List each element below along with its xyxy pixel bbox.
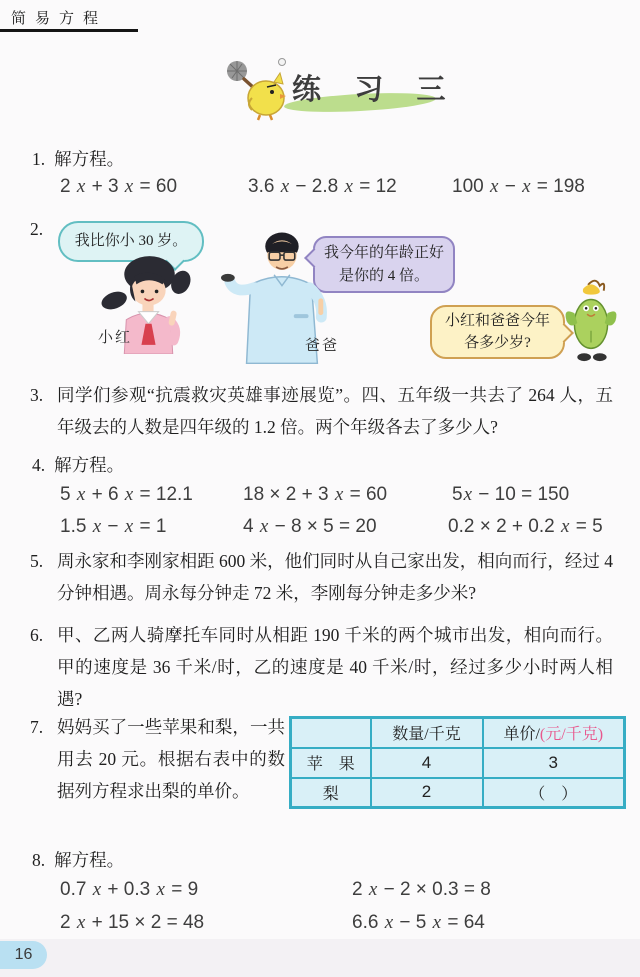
problem-text: 妈妈买了一些苹果和梨，一共用去 20 元。根据右表中的数据列方程求出梨的单价。 — [57, 717, 285, 802]
corn-mascot-illustration — [560, 278, 622, 364]
pear-price-blank-cell: （ ） — [483, 778, 625, 808]
apple-price-cell: 3 — [483, 748, 625, 778]
equation: 0.7 x + 0.3 x = 9 — [60, 879, 199, 900]
problem-number: 6. — [30, 625, 44, 645]
problem-label: 解方程。 — [54, 149, 125, 169]
problem-number: 8. — [32, 850, 46, 870]
page-number-badge: 16 — [0, 941, 47, 969]
table-header-row — [291, 718, 625, 748]
apple-label-cell: 苹 果 — [291, 748, 371, 778]
unit-price-unit: (元/千克) — [539, 726, 604, 744]
header-rule — [0, 29, 138, 32]
unit-price-header-cell — [483, 718, 625, 748]
problem-3 — [30, 379, 613, 443]
girl-speech-bubble: 我比你小 30 岁。 — [58, 221, 204, 262]
table-row-pear — [291, 778, 625, 808]
problem-4-heading — [32, 452, 124, 477]
chapter-header: 简易方程 — [11, 11, 108, 27]
equation: 100 x − x = 198 — [452, 176, 585, 197]
problem-number: 3. — [30, 385, 44, 405]
problem-1-heading — [32, 146, 124, 171]
equation: 4 x − 8 × 5 = 20 — [243, 516, 377, 537]
pear-qty-cell: 2 — [371, 778, 483, 808]
apple-qty-cell: 4 — [371, 748, 483, 778]
problem-text: 同学们参观“抗震救灾英雄事迹展览”。四、五年级一共去了 264 人，五年级去的人数是四年级的 1.2 倍。两个年级各去了多少人? — [57, 385, 613, 438]
problem-number: 4. — [32, 455, 46, 475]
equation: 18 × 2 + 3 x = 60 — [243, 484, 388, 505]
equation: 1.5 x − x = 1 — [60, 516, 167, 537]
problem-number: 7. — [30, 717, 44, 737]
page-footer-band — [0, 939, 640, 977]
price-table — [289, 716, 626, 809]
equation: 3.6 x − 2.8 x = 12 — [248, 176, 397, 197]
problem-number: 5. — [30, 551, 44, 571]
quantity-header-cell: 数量/千克 — [371, 718, 483, 748]
pear-label-cell: 梨 — [291, 778, 371, 808]
problem-7 — [30, 711, 285, 808]
exercise-title: 练 习 三 — [292, 74, 459, 106]
problem-8-heading — [32, 847, 124, 872]
table-row-apple — [291, 748, 625, 778]
chick-badminton-mascot-icon — [222, 54, 292, 122]
equation: 2 x − 2 × 0.3 = 8 — [352, 879, 491, 900]
girl-name-label: 小红 — [98, 330, 133, 346]
problem-number: 1. — [32, 149, 46, 169]
problem-6 — [30, 619, 613, 716]
problem-label: 解方程。 — [54, 455, 125, 475]
equation: 2 x + 15 × 2 = 48 — [60, 912, 205, 933]
problem-text: 甲、乙两人骑摩托车同时从相距 190 千米的两个城市出发，相向而行。甲的速度是 36 千米/时，乙的速度是 40 千米/时，经过多少小时两人相遇? — [57, 625, 613, 710]
problem-label: 解方程。 — [54, 850, 125, 870]
equation: 0.2 × 2 + 0.2 x = 5 — [448, 516, 603, 537]
table-corner-cell — [291, 718, 371, 748]
problem-text: 周永家和李刚家相距 600 米，他们同时从自己家出发，相向而行，经过 4 分钟相遇。周永每分钟走 72 米，李刚每分钟走多少米? — [57, 551, 613, 604]
equation: 5 x + 6 x = 12.1 — [60, 484, 193, 505]
equation: 6.6 x − 5 x = 64 — [352, 912, 485, 933]
equation: 5x − 10 = 150 — [452, 484, 570, 505]
equation: 2 x + 3 x = 60 — [60, 176, 178, 197]
exercise-title-block — [222, 54, 459, 124]
dad-speech-bubble: 我今年的年龄正好是你的 4 倍。 — [313, 236, 455, 293]
corn-speech-bubble: 小红和爸爸今年各多少岁? — [430, 305, 565, 359]
problem-5 — [30, 545, 613, 609]
problem-2-number: 2. — [30, 219, 44, 239]
unit-price-label: 单价/ — [503, 726, 540, 744]
dad-name-label: 爸爸 — [305, 338, 340, 354]
